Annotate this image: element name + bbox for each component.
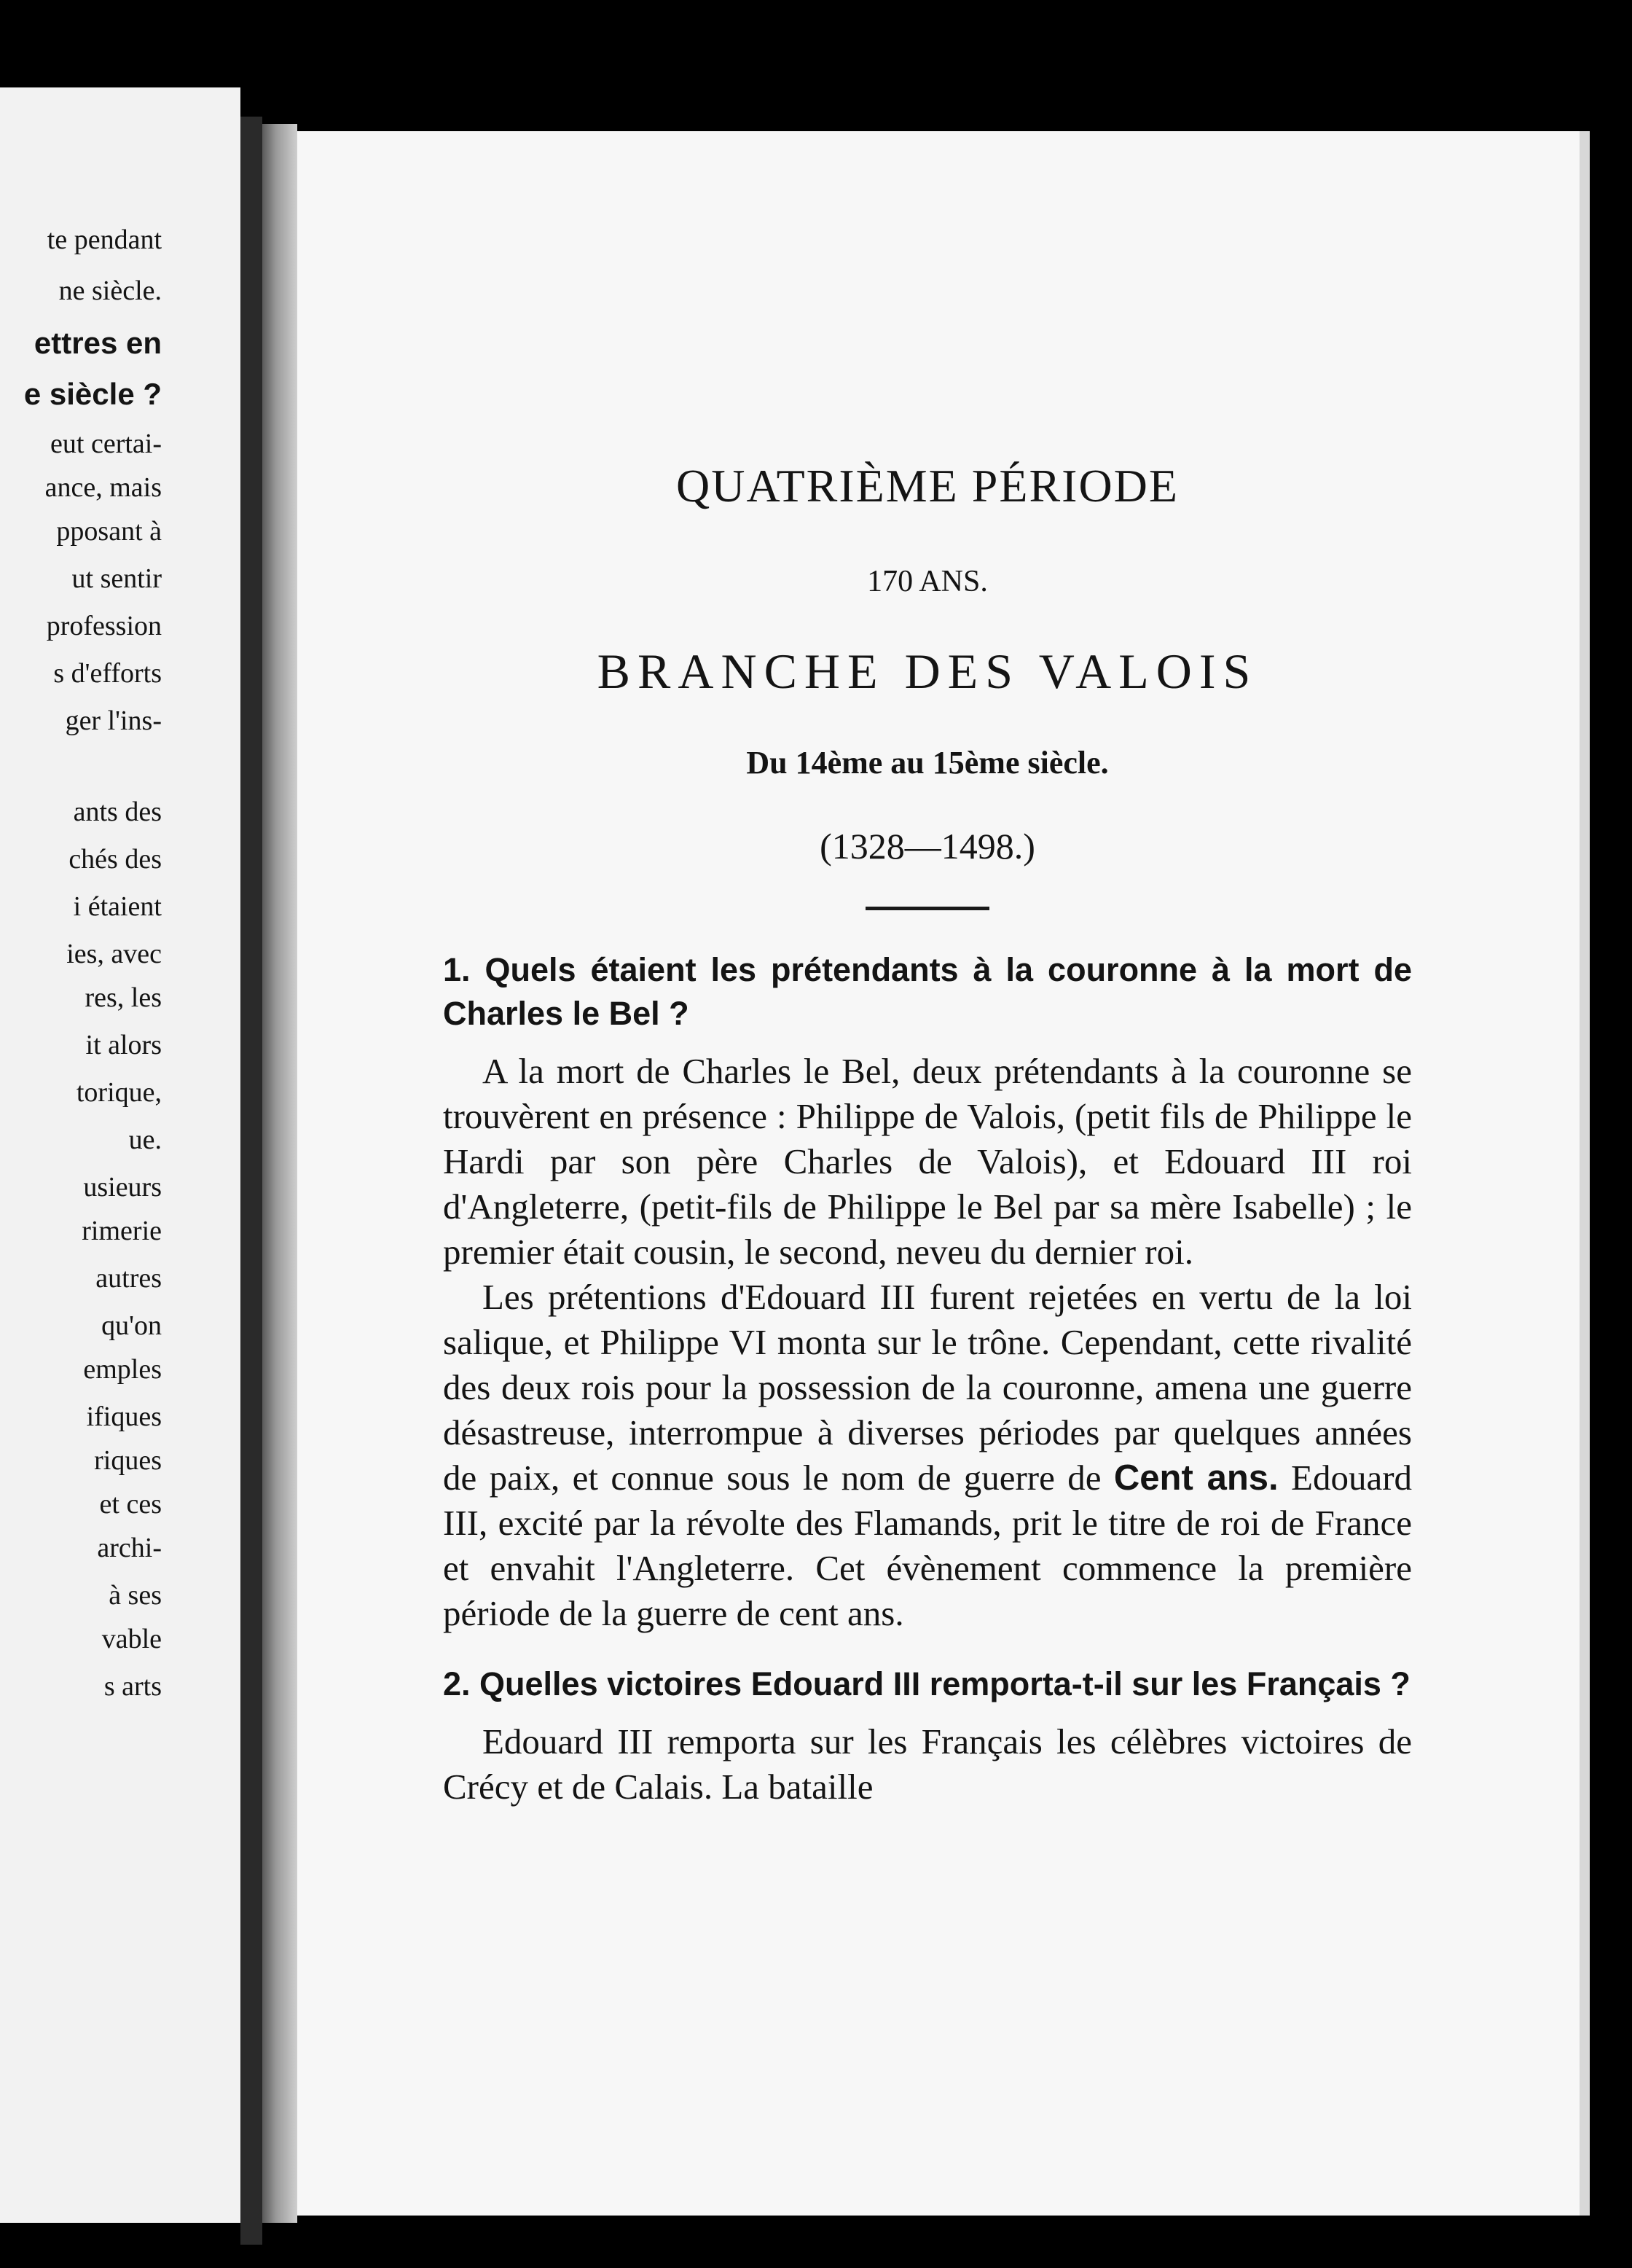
left-page-fragment: ifiques [86,1401,162,1432]
answer-1-p2-text-b: Edouard III, excité par la révolte des Flamands, prit le titre de roi de France et envahit l'Angleterre. Cet évènement commence la première période de la guerre de cent ans. [443,1458,1413,1633]
question-1: 1. Quels étaient les prétendants à la couronne à la mort de Charles le Bel ? [443,951,1412,1032]
left-page [0,87,240,2223]
branch-title: BRANCHE DES VALOIS [597,644,1258,699]
left-page-fragment: et ces [99,1489,162,1520]
left-page-fragment: pposant à [56,516,162,547]
left-page-fragment: rimerie [82,1216,162,1246]
left-page-fragment: ies, avec [66,939,162,969]
period-duration: 170 ANS. [867,565,988,598]
left-page-fragment: profession [46,611,162,641]
left-page-fragment: torique, [76,1077,162,1108]
period-title: QUATRIÈME PÉRIODE [676,460,1179,512]
page-edge [1580,131,1590,2216]
book-gutter [240,117,262,2245]
answer-1-paragraph-1: A la mort de Charles le Bel, deux prétendants à la couronne se trouvèrent en présence : Philippe de Valois, (petit fils de Philippe le Hardi par son père Charles de Valois), et Edouard III roi d'Angleterre, (petit-fils de Philippe le Bel par sa mère Isabelle) ; le premier était cousin, le second, neveu du dernier roi. [443,1051,1412,1272]
left-page-fragment: ettres en [34,326,162,360]
left-page-fragment: i étaient [73,891,162,922]
left-page-fragment: te pendant [47,224,162,255]
left-page-fragment: qu'on [101,1310,162,1341]
left-page-fragment: autres [95,1263,162,1294]
left-page-fragment: ue. [128,1125,162,1155]
left-page-fragment: e siècle ? [23,377,162,411]
left-page-fragment: emples [83,1354,162,1385]
question-2: 2. Quelles victoires Edouard III remporta-t-il sur les Français ? [443,1665,1411,1702]
left-page-fragment: riques [94,1445,162,1476]
date-range: (1328—1498.) [820,826,1035,867]
left-page-fragment: vable [101,1624,162,1654]
left-page-fragment: res, les [85,982,162,1013]
right-page [297,131,1590,2216]
century-range: Du 14ème au 15ème siècle. [746,745,1109,781]
answer-1-paragraph-2 [443,1275,1412,1636]
answer-2-paragraph-1: Edouard III remporta sur les Français les célèbres victoires de Crécy et de Calais. La bataille [443,1721,1412,1807]
left-page-fragment: ants des [73,797,162,827]
page-content [443,459,1412,1810]
left-page-fragment: chés des [68,844,162,875]
left-page-fragment: eut certai- [50,429,162,459]
answer-1-p2-text-a: Les prétentions d'Edouard III furent rejetées en vertu de la loi salique, et Philippe VI monta sur le trône. Cependant, cette rivalité des deux rois pour la possession de la couronne, amena une guerre désastreuse, interrompue à diverses périodes par quelques années de paix, et connue sous le nom de guerre de [443,1277,1412,1498]
left-page-fragment: à ses [109,1580,162,1611]
left-page-fragment: ne siècle. [58,275,162,306]
left-page-fragment: archi- [97,1533,162,1563]
left-page-fragment: it alors [85,1030,162,1060]
left-page-fragment: ger l'ins- [65,705,162,736]
gutter-shadow [262,124,297,2223]
section-divider [866,907,989,910]
cent-ans-term: Cent ans. [1113,1458,1279,1498]
left-page-fragment: ance, mais [44,472,162,503]
left-page-fragment: ut sentir [71,563,162,594]
left-page-fragment: usieurs [83,1172,162,1203]
left-page-fragment: s d'efforts [53,658,162,689]
left-page-fragment: s arts [103,1671,162,1702]
